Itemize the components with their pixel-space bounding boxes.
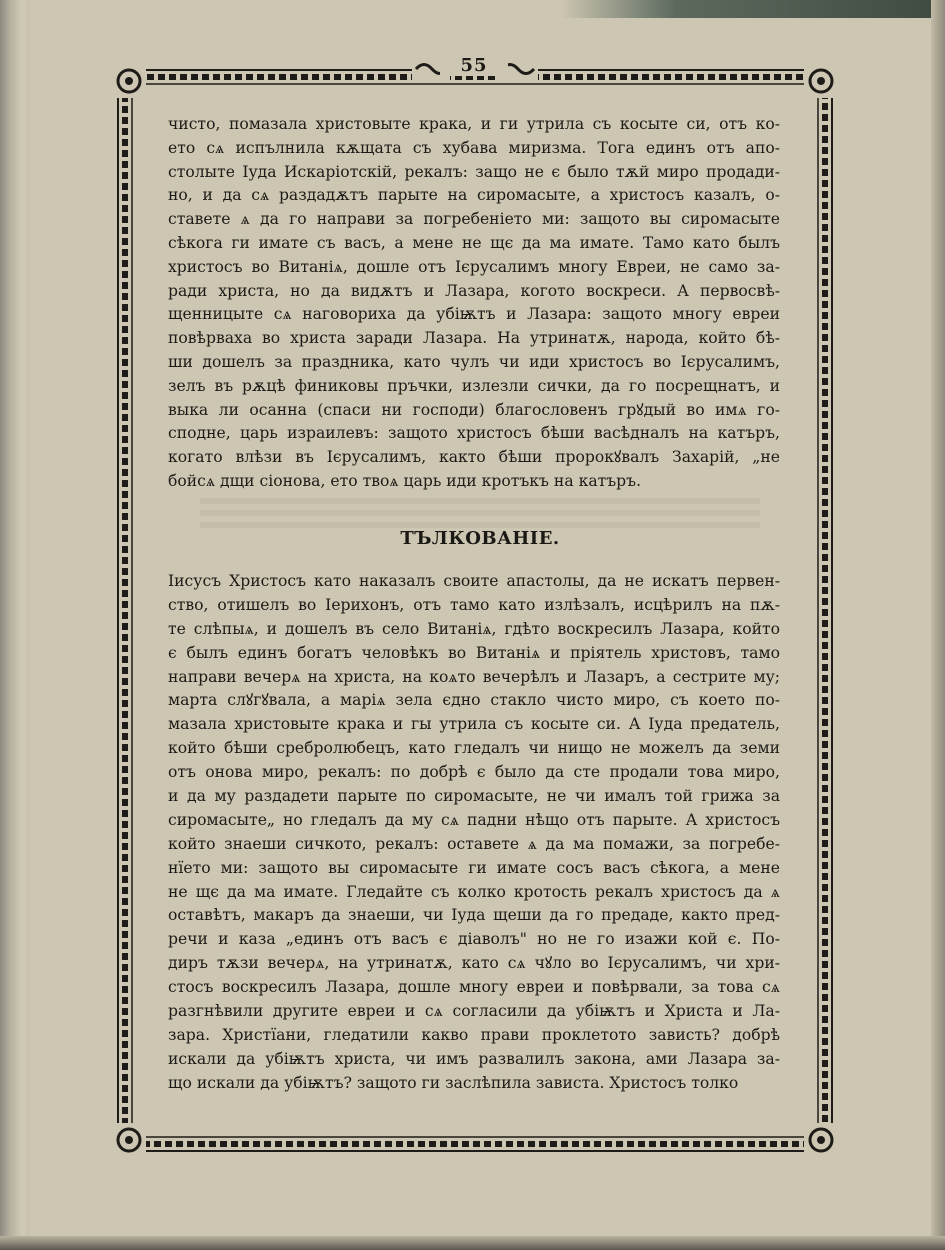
page-number: 55 xyxy=(440,55,508,76)
text-line: когато влѣзи въ Ієрусалимъ, както бѣши пророкꙋвалъ Захарій, „не xyxy=(168,448,780,467)
text-line: выка ли осанна (спаси ни господи) благословенъ грꙋдый во имѧ го- xyxy=(168,400,780,419)
corner-ornament-top-right xyxy=(804,64,838,98)
text-line: оставѣтъ, макаръ да знаеши, чи Іуда щеши да го предаде, както пред- xyxy=(168,906,780,925)
text-line: столыте Іуда Искаріотскій, рекалъ: защо не є было тѫй миро продади- xyxy=(168,162,780,181)
text-line: сиромасыте„ но гледалъ да му сѧ падни нѣщо отъ парыте. А христосъ xyxy=(168,810,780,829)
text-line: щенницыте сѧ наговориха да убіѭтъ и Лазара: защото многу евреи xyxy=(168,305,780,324)
text-line: речи и каза „единъ отъ васъ є діаволъ" но не го изажи кой є. По- xyxy=(168,930,780,949)
text-line: те слѣпыѧ, и дошелъ въ село Витаніѧ, гдѣто воскресилъ Лазара, който xyxy=(168,619,780,638)
text-line: ради христа, но да видѫтъ и Лазара, когото воскреси. А первосвѣ- xyxy=(168,281,780,300)
text-line: ши дошелъ за праздника, като чулъ чи иди христосъ во Ієрусалимъ, xyxy=(168,352,780,371)
text-line: направи вечерѧ на христа, на коѧто вечерѣлъ и Лазаръ, а сестрите му; xyxy=(168,667,780,686)
corner-ornament-bottom-left xyxy=(112,1123,146,1157)
text-line: зара. Христїани, гледатили какво прави проклетото зависть? добрѣ xyxy=(168,1025,780,1044)
text-line: сподне, царь израилевъ: защото христосъ бѣши васѣдналъ на катъръ, xyxy=(168,424,780,443)
text-line: искали да убіѭтъ христа, чи имъ развалилъ закона, ами Лазара за- xyxy=(168,1049,780,1068)
text-line: бойсѧ дщи сіонова, ето твоѧ царь иди кротъкъ на катъръ. xyxy=(168,471,642,490)
text-line: отъ онова миро, рекалъ: по добрѣ є было да сте продали това миро, xyxy=(168,763,780,782)
text-line: нїето ми: защото вы сиромасыте ги имате сосъ васъ сѣкога, а мене xyxy=(168,858,780,877)
text-line: диръ тѫзи вечерѧ, на утринатѫ, като сѧ чꙋло во Ієрусалимъ, чи хри- xyxy=(168,954,780,973)
text-line: ето сѧ испълнила кѫщата съ хубава миризма. Тога единъ отъ апо- xyxy=(168,138,780,157)
text-line: зелъ въ рѫцѣ финиковы пръчки, излезли сички, да го посрещнатъ, и xyxy=(168,376,780,395)
text-line: който знаеши сичкото, рекалъ: оставете ѧ да ма помажи, за погребе- xyxy=(168,834,780,853)
section-title: ТЪЛКОВАНІЕ. xyxy=(400,528,560,549)
text-line: стосъ воскресилъ Лазара, дошле многу евреи и повѣрвали, за това сѧ xyxy=(168,978,780,997)
gospel-passage xyxy=(168,113,780,494)
text-line: но, и да сѧ раздадѫтъ парыте на сиромасыте, а христосъ казалъ, о- xyxy=(168,186,780,205)
text-line: повѣрваха во христа заради Лазара. На утринатѫ, народа, който бѣ- xyxy=(168,329,780,348)
text-line: ство, отишелъ во Іерихонъ, отъ тамо като излѣзалъ, исцѣрилъ на пѫ- xyxy=(168,595,780,614)
text-line: Іисусъ Христосъ като наказалъ своите апастолы, да не искатъ первен- xyxy=(168,572,780,590)
corner-ornament-bottom-right xyxy=(804,1123,838,1157)
text-line: и да му раздадети парыте по сиромасыте, не чи ималъ той грижа за xyxy=(168,787,780,806)
text-line: сѣкога ги имате съ васъ, а мене не щє да ма имате. Тамо като былъ xyxy=(168,233,780,252)
text-line: що искали да убіѭтъ? защото ги заслѣпила зависта. Христосъ толко xyxy=(168,1073,739,1092)
show-through-text xyxy=(200,498,760,528)
text-line: є былъ единъ богатъ человѣкъ во Витаніѧ и пріятель христовъ, тамо xyxy=(168,643,780,662)
text-line: не щє да ма имате. Гледайте съ колко кротость рекалъ христосъ да ѧ xyxy=(168,882,780,901)
text-line: чисто, помазала христовыте крака, и ги утрила съ косыте си, отъ ко- xyxy=(168,115,780,133)
commentary-text xyxy=(168,570,780,1096)
text-line: разгнѣвили другите евреи и сѧ согласили да убіѭтъ и Христа и Ла- xyxy=(168,1002,780,1021)
text-line: марта слꙋгꙋвала, а маріѧ зела єдно стакло чисто миро, съ което по- xyxy=(168,691,780,710)
corner-ornament-top-left xyxy=(112,64,146,98)
text-line: ставете ѧ да го направи за погребеніето ми: защото вы сиромасыте xyxy=(168,210,780,229)
text-line: мазала христовыте крака и гы утрила съ косыте си. А Іуда предатель, xyxy=(168,715,780,734)
text-line: христосъ во Витаніѧ, дошле отъ Ієрусалимъ многу Евреи, не само за- xyxy=(168,257,780,276)
text-line: който бѣши сребролюбецъ, като гледалъ чи нищо не можелъ да земи xyxy=(168,739,780,758)
